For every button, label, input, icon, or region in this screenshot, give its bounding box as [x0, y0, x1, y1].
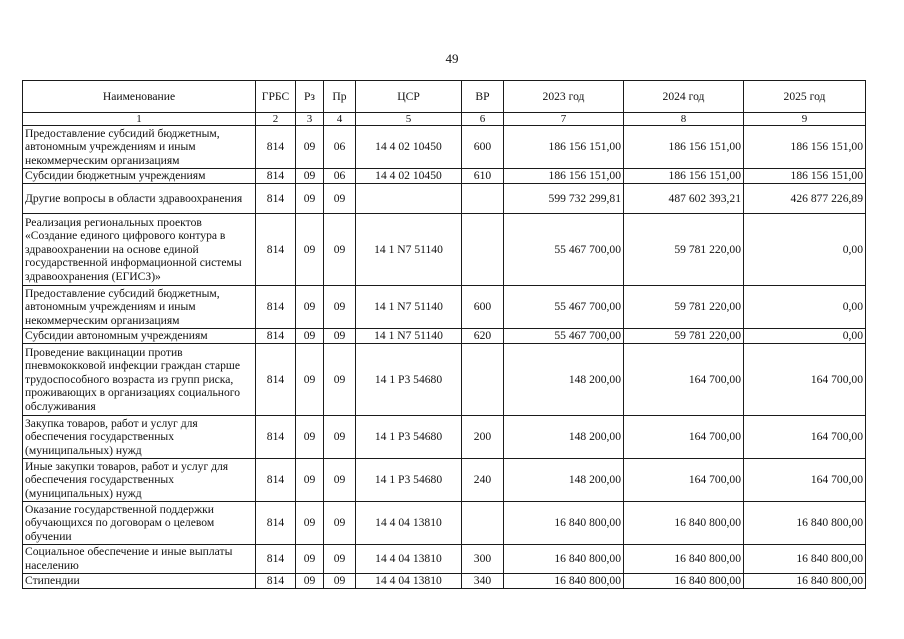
row-vr: 600 — [462, 286, 504, 329]
row-vr: 240 — [462, 459, 504, 502]
row-amount-2025: 186 156 151,00 — [744, 169, 866, 184]
row-csr: 14 1 P3 54680 — [356, 344, 462, 416]
row-pr: 09 — [324, 502, 356, 545]
row-grbs: 814 — [256, 502, 296, 545]
table-row — [23, 126, 866, 169]
row-amount-2025: 426 877 226,89 — [744, 184, 866, 214]
row-name: Закупка товаров, работ и услуг для обеспечения государственных (муниципальных) нужд — [23, 416, 256, 459]
row-grbs: 814 — [256, 184, 296, 214]
column-number: 3 — [296, 113, 324, 126]
row-rz: 09 — [296, 459, 324, 502]
row-amount-2024: 186 156 151,00 — [624, 169, 744, 184]
row-csr: 14 1 N7 51140 — [356, 214, 462, 286]
row-vr: 600 — [462, 126, 504, 169]
row-amount-2025: 16 840 800,00 — [744, 545, 866, 574]
row-amount-2024: 59 781 220,00 — [624, 214, 744, 286]
column-number-row — [23, 113, 866, 126]
table-row — [23, 286, 866, 329]
budget-table — [22, 80, 866, 589]
table-row — [23, 502, 866, 545]
row-amount-2025: 0,00 — [744, 214, 866, 286]
row-rz: 09 — [296, 574, 324, 589]
row-amount-2023: 148 200,00 — [504, 459, 624, 502]
row-pr: 09 — [324, 286, 356, 329]
row-grbs: 814 — [256, 214, 296, 286]
row-amount-2024: 164 700,00 — [624, 416, 744, 459]
row-vr — [462, 184, 504, 214]
row-rz: 09 — [296, 502, 324, 545]
row-grbs: 814 — [256, 286, 296, 329]
row-amount-2023: 599 732 299,81 — [504, 184, 624, 214]
row-rz: 09 — [296, 126, 324, 169]
table-row — [23, 184, 866, 214]
row-name: Оказание государственной поддержки обучающихся по договорам о целевом обучении — [23, 502, 256, 545]
row-vr: 340 — [462, 574, 504, 589]
row-grbs: 814 — [256, 459, 296, 502]
row-pr: 09 — [324, 574, 356, 589]
row-rz: 09 — [296, 214, 324, 286]
row-amount-2024: 487 602 393,21 — [624, 184, 744, 214]
table-row — [23, 574, 866, 589]
row-grbs: 814 — [256, 344, 296, 416]
row-amount-2023: 16 840 800,00 — [504, 545, 624, 574]
table-row — [23, 459, 866, 502]
row-amount-2023: 148 200,00 — [504, 416, 624, 459]
column-number: 8 — [624, 113, 744, 126]
page-number: 49 — [445, 51, 459, 66]
row-amount-2025: 0,00 — [744, 286, 866, 329]
row-rz: 09 — [296, 344, 324, 416]
row-pr: 09 — [324, 459, 356, 502]
column-number: 2 — [256, 113, 296, 126]
row-amount-2023: 186 156 151,00 — [504, 169, 624, 184]
row-name: Реализация региональных проектов «Создание единого цифрового контура в здравоохранении на основе единой государственной информационной системы здравоохранения (ЕГИСЗ)» — [23, 214, 256, 286]
row-csr: 14 1 N7 51140 — [356, 286, 462, 329]
row-grbs: 814 — [256, 574, 296, 589]
row-vr: 200 — [462, 416, 504, 459]
row-amount-2024: 16 840 800,00 — [624, 574, 744, 589]
row-name: Социальное обеспечение и иные выплаты населению — [23, 545, 256, 574]
row-rz: 09 — [296, 184, 324, 214]
row-name: Субсидии бюджетным учреждениям — [23, 169, 256, 184]
row-amount-2025: 186 156 151,00 — [744, 126, 866, 169]
row-amount-2025: 16 840 800,00 — [744, 502, 866, 545]
row-amount-2024: 16 840 800,00 — [624, 502, 744, 545]
row-name: Субсидии автономным учреждениям — [23, 329, 256, 344]
column-number: 5 — [356, 113, 462, 126]
row-csr: 14 4 04 13810 — [356, 574, 462, 589]
table-row — [23, 169, 866, 184]
row-rz: 09 — [296, 169, 324, 184]
row-pr: 06 — [324, 126, 356, 169]
row-csr: 14 4 02 10450 — [356, 169, 462, 184]
column-number: 6 — [462, 113, 504, 126]
table-row — [23, 416, 866, 459]
row-rz: 09 — [296, 329, 324, 344]
row-vr: 620 — [462, 329, 504, 344]
header-2025: 2025 год — [744, 81, 866, 113]
header-csr: ЦСР — [356, 81, 462, 113]
row-amount-2023: 148 200,00 — [504, 344, 624, 416]
row-rz: 09 — [296, 286, 324, 329]
row-pr: 09 — [324, 329, 356, 344]
row-vr: 610 — [462, 169, 504, 184]
row-vr: 300 — [462, 545, 504, 574]
row-grbs: 814 — [256, 169, 296, 184]
row-grbs: 814 — [256, 416, 296, 459]
row-amount-2025: 164 700,00 — [744, 416, 866, 459]
row-pr: 06 — [324, 169, 356, 184]
row-rz: 09 — [296, 545, 324, 574]
header-grbs: ГРБС — [256, 81, 296, 113]
row-vr — [462, 344, 504, 416]
row-amount-2025: 164 700,00 — [744, 459, 866, 502]
header-row — [23, 81, 866, 113]
header-vr: ВР — [462, 81, 504, 113]
row-amount-2023: 55 467 700,00 — [504, 214, 624, 286]
row-name: Предоставление субсидий бюджетным, автономным учреждениям и иным некоммерческим организациям — [23, 126, 256, 169]
header-pr: Пр — [324, 81, 356, 113]
row-amount-2024: 59 781 220,00 — [624, 286, 744, 329]
row-amount-2023: 16 840 800,00 — [504, 574, 624, 589]
row-vr — [462, 502, 504, 545]
row-amount-2024: 164 700,00 — [624, 459, 744, 502]
row-name: Иные закупки товаров, работ и услуг для обеспечения государственных (муниципальных) нужд — [23, 459, 256, 502]
row-csr: 14 4 02 10450 — [356, 126, 462, 169]
row-pr: 09 — [324, 214, 356, 286]
table-row — [23, 214, 866, 286]
row-csr: 14 4 04 13810 — [356, 502, 462, 545]
row-csr: 14 1 P3 54680 — [356, 416, 462, 459]
column-number: 4 — [324, 113, 356, 126]
row-grbs: 814 — [256, 126, 296, 169]
row-amount-2025: 16 840 800,00 — [744, 574, 866, 589]
row-amount-2025: 0,00 — [744, 329, 866, 344]
header-rz: Рз — [296, 81, 324, 113]
table-row — [23, 545, 866, 574]
row-amount-2023: 186 156 151,00 — [504, 126, 624, 169]
row-pr: 09 — [324, 416, 356, 459]
row-amount-2024: 59 781 220,00 — [624, 329, 744, 344]
header-2023: 2023 год — [504, 81, 624, 113]
header-2024: 2024 год — [624, 81, 744, 113]
table-row — [23, 344, 866, 416]
header-name: Наименование — [23, 81, 256, 113]
row-amount-2025: 164 700,00 — [744, 344, 866, 416]
column-number: 7 — [504, 113, 624, 126]
column-number: 1 — [23, 113, 256, 126]
row-name: Стипендии — [23, 574, 256, 589]
row-amount-2023: 55 467 700,00 — [504, 286, 624, 329]
row-vr — [462, 214, 504, 286]
row-csr — [356, 184, 462, 214]
row-name: Предоставление субсидий бюджетным, автономным учреждениям и иным некоммерческим организациям — [23, 286, 256, 329]
row-pr: 09 — [324, 344, 356, 416]
column-number: 9 — [744, 113, 866, 126]
row-pr: 09 — [324, 545, 356, 574]
row-grbs: 814 — [256, 545, 296, 574]
row-pr: 09 — [324, 184, 356, 214]
row-amount-2023: 16 840 800,00 — [504, 502, 624, 545]
row-amount-2024: 164 700,00 — [624, 344, 744, 416]
row-rz: 09 — [296, 416, 324, 459]
row-csr: 14 1 N7 51140 — [356, 329, 462, 344]
row-csr: 14 1 P3 54680 — [356, 459, 462, 502]
row-csr: 14 4 04 13810 — [356, 545, 462, 574]
row-name: Проведение вакцинации против пневмококковой инфекции граждан старше трудоспособного возраста из групп риска, проживающих в организациях социального обслуживания — [23, 344, 256, 416]
row-name: Другие вопросы в области здравоохранения — [23, 184, 256, 214]
row-grbs: 814 — [256, 329, 296, 344]
row-amount-2023: 55 467 700,00 — [504, 329, 624, 344]
row-amount-2024: 16 840 800,00 — [624, 545, 744, 574]
row-amount-2024: 186 156 151,00 — [624, 126, 744, 169]
table-row — [23, 329, 866, 344]
